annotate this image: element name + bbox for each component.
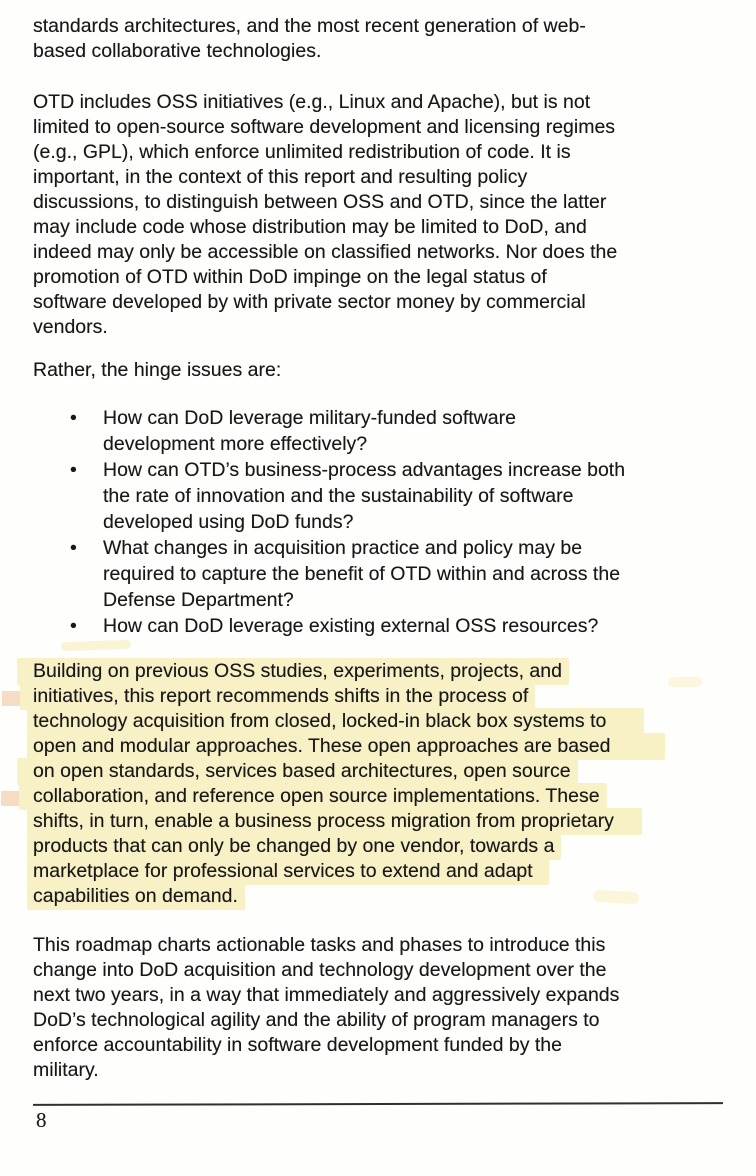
highlighted-line: [33, 709, 728, 734]
bullet-marker-icon: [70, 431, 103, 457]
highlighted-line: [33, 884, 728, 909]
bullet-line: [33, 509, 728, 535]
text-line: may include code whose distribution may be limited to DoD, and: [33, 216, 587, 238]
bullet-marker-icon: •: [70, 615, 77, 637]
text-line: based collaborative technologies.: [33, 40, 322, 62]
bullet-line: [33, 483, 728, 509]
highlight-mark: technology acquisition from closed, locked-in black box systems to: [27, 708, 644, 735]
highlight-mark: marketplace for professional services to extend and adapt: [27, 858, 549, 885]
page-number: 8: [36, 1108, 47, 1132]
bullet-text: the rate of innovation and the sustainability of software: [103, 485, 574, 507]
bullet-marker-icon: •: [70, 459, 77, 481]
text-line: standards architectures, and the most recent generation of web-: [33, 15, 586, 37]
text-line: discussions, to distinguish between OSS and OTD, since the latter: [33, 191, 607, 213]
bullet-marker-icon: [70, 509, 103, 535]
highlighted-line: [33, 659, 728, 684]
text-line: vendors.: [33, 316, 108, 338]
bullet-line: [33, 431, 728, 457]
footer-divider: [33, 1102, 723, 1106]
highlight-mark: capabilities on demand.: [27, 883, 245, 910]
paragraph-hinge-lead: [33, 358, 728, 383]
highlighted-line: [33, 759, 728, 784]
highlight-mark: collaboration, and reference open source implementations. These: [19, 783, 607, 810]
bullet-marker-icon: [70, 587, 103, 613]
highlighted-line: [33, 784, 728, 809]
bullet-line: [33, 405, 728, 431]
bullet-text: development more effectively?: [103, 433, 368, 455]
highlighted-line: [33, 684, 728, 709]
bullet-marker-icon: [70, 561, 103, 587]
text-line: Rather, the hinge issues are:: [33, 359, 282, 381]
bullet-line: [33, 587, 728, 613]
highlight-mark: shifts, in turn, enable a business process migration from proprietary: [27, 808, 642, 835]
bullet-line: [33, 457, 728, 483]
highlighted-line: [33, 834, 728, 859]
highlighter-smudge: [61, 640, 131, 651]
text-line: enforce accountability in software development funded by the: [33, 1034, 562, 1056]
bullet-marker-icon: •: [70, 407, 77, 429]
highlight-mark: products that can only be changed by one vendor, towards a: [27, 833, 561, 860]
bullet-text: What changes in acquisition practice and policy may be: [103, 537, 583, 559]
bullet-text: developed using DoD funds?: [103, 511, 354, 533]
bullet-marker-icon: •: [70, 537, 77, 559]
bullet-line: [33, 561, 728, 587]
text-line: next two years, in a way that immediately and aggressively expands: [33, 984, 620, 1006]
highlight-mark: open and modular approaches. These open approaches are based: [27, 733, 665, 760]
highlight-mark: on open standards, services based architectures, open source: [17, 758, 578, 785]
paragraph-roadmap: [33, 933, 728, 1083]
text-line: indeed may only be accessible on classified networks. Nor does the: [33, 241, 618, 263]
paragraph-intro-tail: [33, 14, 728, 64]
bullet-text: Defense Department?: [103, 589, 294, 611]
bullet-marker-icon: [70, 483, 103, 509]
bullet-text: How can DoD leverage existing external OSS resources?: [103, 615, 599, 637]
highlighted-paragraph: [33, 659, 728, 909]
text-line: limited to open-source software development and licensing regimes: [33, 116, 616, 138]
highlighted-line: [33, 734, 728, 759]
text-line: military.: [33, 1059, 99, 1081]
highlighted-line: [33, 859, 728, 884]
highlight-mark: Building on previous OSS studies, experiments, projects, and: [17, 658, 569, 685]
highlight-mark: initiatives, this report recommends shifts in the process of: [20, 683, 535, 710]
bullet-list: [33, 405, 728, 639]
text-line: important, in the context of this report and resulting policy: [33, 166, 528, 188]
bullet-text: How can OTD’s business-process advantages increase both: [103, 459, 626, 481]
bullet-text: How can DoD leverage military-funded software: [103, 407, 516, 429]
bullet-line: [33, 613, 728, 639]
text-line: This roadmap charts actionable tasks and phases to introduce this: [33, 934, 606, 956]
text-line: (e.g., GPL), which enforce unlimited redistribution of code. It is: [33, 141, 571, 163]
text-line: OTD includes OSS initiatives (e.g., Linux and Apache), but is not: [33, 91, 591, 113]
text-line: software developed by with private sector money by commercial: [33, 291, 586, 313]
text-line: promotion of OTD within DoD impinge on the legal status of: [33, 266, 547, 288]
paragraph-otd: [33, 90, 728, 340]
highlighted-line: [33, 809, 728, 834]
bullet-line: [33, 535, 728, 561]
text-line: DoD’s technological agility and the ability of program managers to: [33, 1009, 600, 1031]
text-line: change into DoD acquisition and technology development over the: [33, 959, 607, 981]
bullet-text: required to capture the benefit of OTD within and across the: [103, 563, 621, 585]
